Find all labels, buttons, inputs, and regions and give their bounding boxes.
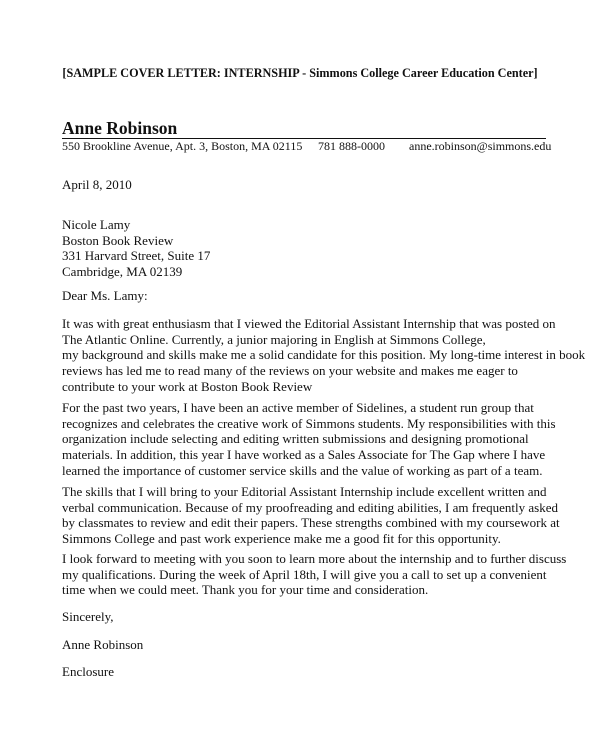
paragraph-line: I look forward to meeting with you soon to learn more about the internship and to further discuss [62, 551, 567, 566]
sender-contact-line [62, 139, 552, 153]
paragraph-line: by classmates to review and edit their papers. These strengths combined with my coursework at [62, 515, 560, 531]
recipient-city: Cambridge, MA 02139 [62, 264, 183, 280]
paragraph-line: my qualifications. During the week of April 18th, I will give you a call to set up a convenient [62, 566, 547, 582]
paragraph-line: contribute to your work at Boston Book Review [62, 378, 313, 394]
paragraph-line: recognizes and celebrates the creative work of Simmons students. My responsibilities with this [62, 415, 556, 431]
recipient-block [62, 217, 562, 280]
paragraph-3 [62, 484, 562, 547]
paragraph-line: It was with great enthusiasm that I viewed the Editorial Assistant Internship that was posted on [62, 316, 556, 331]
paragraph-line: organization include selecting and editing written submissions and designing promotional [62, 431, 529, 447]
sender-name: Anne Robinson [62, 118, 178, 138]
salutation: Dear Ms. Lamy: [62, 288, 148, 303]
recipient-street: 331 Harvard Street, Suite 17 [62, 248, 211, 264]
sender-phone: 781 888-0000 [318, 139, 385, 153]
paragraph-line: reviews has led me to read many of the reviews on your website and makes me eager to [62, 363, 518, 379]
letterhead-name-rule [62, 118, 546, 139]
paragraph-line: The Atlantic Online. Currently, a junior majoring in English at Simmons College, [62, 331, 486, 347]
paragraph-line: verbal communication. Because of my proofreading and editing abilities, I am frequently asked [62, 499, 559, 515]
recipient-name: Nicole Lamy [62, 217, 131, 232]
paragraph-line: materials. In addition, this year I have worked as a Sales Associate for The Gap where I have [62, 447, 546, 463]
sender-address: 550 Brookline Avenue, Apt. 3, Boston, MA 02115 [62, 139, 303, 153]
paragraph-line: learned the importance of customer service skills and the value of working as part of a team. [62, 462, 543, 478]
paragraph-line: Simmons College and past work experience make me a good fit for this opportunity. [62, 531, 501, 547]
letter-date: April 8, 2010 [62, 177, 132, 192]
signature-name: Anne Robinson [62, 637, 144, 652]
closing: Sincerely, [62, 609, 114, 624]
paragraph-2 [62, 400, 562, 479]
paragraph-1 [62, 316, 586, 395]
paragraph-line: For the past two years, I have been an active member of Sidelines, a student run group that [62, 400, 534, 415]
paragraph-line: my background and skills make me a solid candidate for this position. My long-time interest in book [62, 347, 586, 363]
enclosure-note: Enclosure [62, 664, 114, 679]
paragraph-4 [62, 551, 567, 598]
sender-email: anne.robinson@simmons.edu [409, 139, 552, 153]
sample-header-note: [SAMPLE COVER LETTER: INTERNSHIP - Simmons College Career Education Center] [62, 66, 538, 80]
paragraph-line: The skills that I will bring to your Editorial Assistant Internship include excellent written and [62, 484, 547, 499]
recipient-company: Boston Book Review [62, 232, 174, 248]
paragraph-line: time when we could meet. Thank you for your time and consideration. [62, 582, 429, 598]
